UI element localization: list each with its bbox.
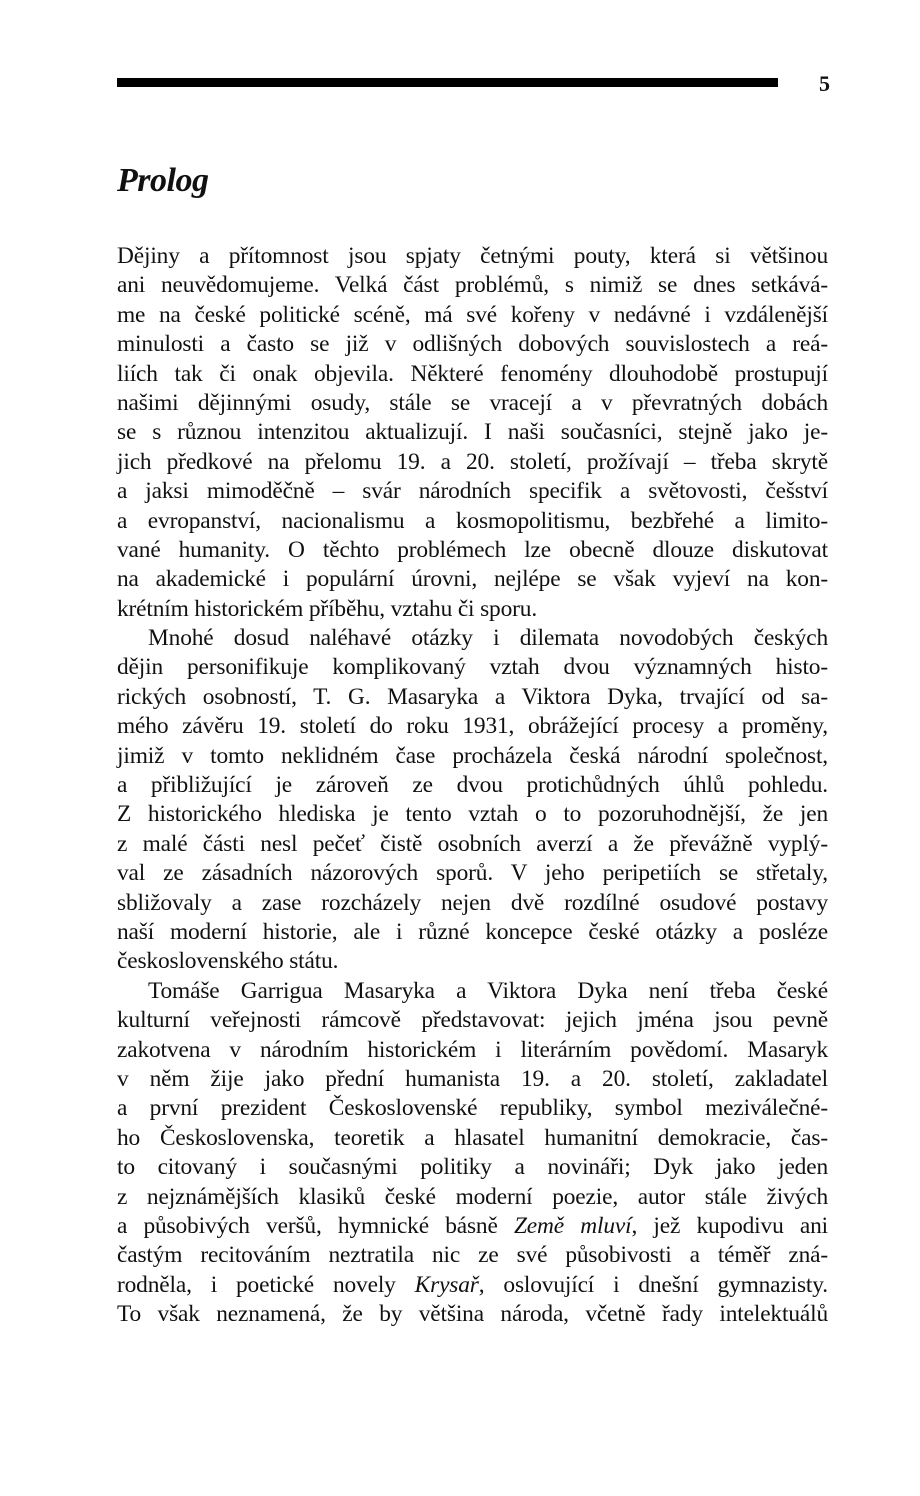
text-line: z malé části nesl pečeť čistě osobních averzí a že převážně vyplý- — [117, 830, 828, 857]
text-line: a evropanství, nacionalismu a kosmopolitismu, bezbřehé a limito- — [117, 507, 828, 534]
text-line: Dějiny a přítomnost jsou spjaty četnými pouty, která si většinou — [117, 243, 828, 269]
text-run: rodněla, i poetické novely — [117, 1271, 415, 1298]
text-line: Z historického hlediska je tento vztah o to pozoruhodnější, že jen — [117, 801, 828, 828]
body-text — [117, 242, 828, 1329]
text-run: a působivých veršů, hymnické básně — [117, 1212, 514, 1239]
text-line: mého závěru 19. století do roku 1931, obrážející procesy a proměny, — [117, 713, 828, 740]
text-line: a jaksi mimoděčně – svár národních specifik a světovosti, češství — [117, 478, 828, 505]
text-line: liích tak či onak objevila. Některé fenomény dlouhodobě prostupují — [117, 360, 828, 387]
text-line: z nejznámějších klasiků české moderní poezie, autor stále živých — [117, 1183, 828, 1210]
text-line: zakotvena v národním historickém i literárním povědomí. Masaryk — [117, 1036, 828, 1063]
text-line — [117, 1271, 828, 1300]
text-line: našimi dějinnými osudy, stále se vracejí a v převratných dobách — [117, 389, 828, 416]
text-line: naší moderní historie, ale i různé koncepce české otázky a posléze — [117, 918, 828, 945]
text-line: a první prezident Československé republiky, symbol meziválečné- — [117, 1095, 828, 1122]
text-line: se s různou intenzitou aktualizují. I naši současníci, stejně jako je- — [117, 419, 828, 446]
text-line: častým recitováním neztratila nic ze své působivosti a téměř zná- — [117, 1242, 828, 1269]
text-line: me na české politické scéně, má své kořeny v nedávné i vzdálenější — [117, 301, 828, 328]
text-line: ho Československa, teoretik a hlasatel humanitní demokracie, čas- — [117, 1124, 828, 1151]
header-rule — [117, 78, 778, 87]
chapter-title: Prolog — [117, 162, 209, 199]
text-line: minulosti a často se již v odlišných dobových souvislostech a reá- — [117, 331, 828, 358]
text-line: vané humanity. O těchto problémech lze obecně dlouze diskutovat — [117, 536, 828, 563]
paragraph — [117, 977, 828, 1330]
paragraph — [117, 624, 828, 977]
text-run: , oslovující i dnešní gymnazisty. — [478, 1271, 828, 1298]
text-line: krétním historickém příběhu, vztahu či sporu. — [117, 595, 538, 622]
italic-title: Krysař — [414, 1271, 479, 1298]
text-line: ani neuvědomujeme. Velká část problémů, s nimiž se dnes setkává- — [117, 272, 828, 299]
text-line: val ze zásadních názorových sporů. V jeho peripetiích se střetaly, — [117, 860, 828, 887]
text-line: československého státu. — [117, 948, 339, 975]
text-line: dějin personifikuje komplikovaný vztah dvou významných histo- — [117, 654, 828, 681]
text-line: to citovaný i současnými politiky a novináři; Dyk jako jeden — [117, 1154, 828, 1181]
text-line: rických osobností, T. G. Masaryka a Viktora Dyka, trvající od sa- — [117, 683, 828, 710]
text-line: To však neznamená, že by většina národa, včetně řady intelektuálů — [117, 1301, 828, 1328]
text-line: Mnohé dosud naléhavé otázky i dilemata novodobých českých — [148, 625, 828, 652]
page-number: 5 — [819, 71, 830, 96]
text-line: a přibližující je zároveň ze dvou protichůdných úhlů pohledu. — [117, 772, 828, 799]
text-line — [117, 1212, 828, 1241]
italic-title: Země mluví — [513, 1212, 632, 1239]
text-line: jimiž v tomto neklidném čase procházela česká národní společnost, — [117, 742, 828, 769]
text-line: jich předkové na přelomu 19. a 20. století, prožívají – třeba skrytě — [117, 448, 828, 475]
text-run: , jež kupodivu ani — [631, 1212, 828, 1239]
text-line: sbližovaly a zase rozcházely nejen dvě rozdílné osudové postavy — [117, 889, 828, 916]
text-line: kulturní veřejnosti rámcově představovat: jejich jména jsou pevně — [117, 1007, 828, 1034]
text-line: Tomáše Garrigua Masaryka a Viktora Dyka není třeba české — [148, 977, 828, 1004]
paragraph — [117, 242, 828, 624]
text-line: na akademické i populární úrovni, nejlépe se však vyjeví na kon- — [117, 566, 828, 593]
text-line: v něm žije jako přední humanista 19. a 20. století, zakladatel — [117, 1065, 828, 1092]
